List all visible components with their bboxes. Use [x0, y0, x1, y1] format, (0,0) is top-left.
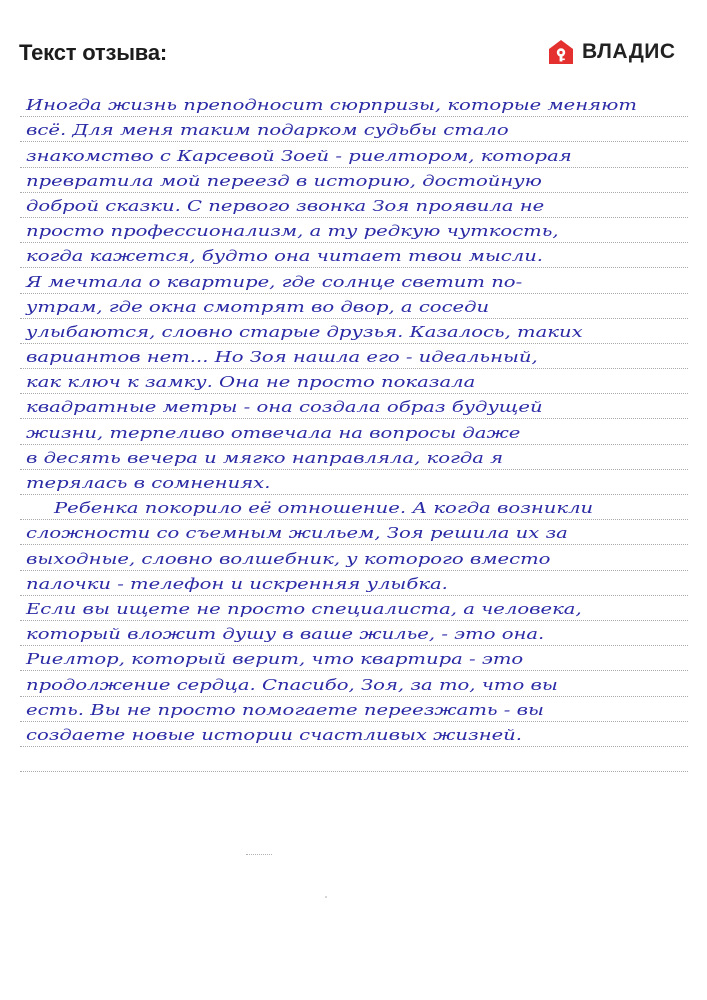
paper-speck [325, 896, 327, 898]
handwritten-review [20, 92, 688, 898]
ruled-line [20, 394, 688, 419]
brand-name: ВЛАДИС [582, 40, 676, 63]
handwritten-line: Если вы ищете не просто специалиста, а человека, [26, 601, 582, 618]
ruled-line [20, 545, 688, 570]
handwritten-line: доброй сказки. С первого звонка Зоя проявила не [26, 198, 545, 215]
page-title: Текст отзыва: [19, 40, 168, 65]
ruled-line [20, 747, 688, 772]
handwritten-line: палочки - телефон и искренняя улыбка. [26, 576, 448, 593]
handwritten-line: утрам, где окна смотрят во двор, а соседи [26, 299, 490, 316]
handwritten-line: вариантов нет... Но Зоя нашла его - идеальный, [26, 350, 538, 367]
ruled-line [20, 419, 688, 444]
handwritten-line: квадратные метры - она создала образ будущей [26, 400, 543, 417]
handwritten-line: Ребенка покорило её отношение. А когда возникли [54, 501, 594, 518]
handwritten-line: создаете новые истории счастливых жизней. [26, 727, 523, 744]
handwritten-line: улыбаются, словно старые друзья. Казалось, таких [26, 324, 583, 341]
ruled-line [20, 142, 688, 167]
ruled-line [20, 369, 688, 394]
ruled-line [20, 344, 688, 369]
handwritten-line: всё. Для меня таким подарком судьбы стало [26, 123, 509, 140]
ruled-line [20, 495, 688, 520]
ruled-line [20, 520, 688, 545]
handwritten-line: когда кажется, будто она читает твои мысли. [26, 249, 544, 266]
ruled-line [20, 243, 688, 268]
handwritten-line: Иногда жизнь преподносит сюрпризы, которые меняют [26, 98, 637, 115]
ruled-line [20, 92, 688, 117]
ruled-line [20, 848, 688, 873]
handwritten-line: выходные, словно волшебник, у которого вместо [26, 551, 551, 568]
ruled-line [20, 822, 688, 847]
handwritten-line: знакомство с Карсевой Зоей - риелтором, которая [26, 148, 572, 165]
handwritten-line: как ключ к замку. Она не просто показала [26, 375, 476, 392]
handwritten-line: терялась в сомнениях. [26, 476, 271, 492]
ruled-line [20, 470, 688, 495]
handwritten-line: Риелтор, который верит, что квартира - это [26, 652, 524, 669]
house-key-icon [548, 39, 574, 65]
handwritten-line: просто профессионализм, а ту редкую чуткость, [26, 224, 559, 241]
ruled-line [20, 722, 688, 747]
ruled-line [20, 646, 688, 671]
ruled-line [20, 621, 688, 646]
handwritten-line: продолжение сердца. Спасибо, Зоя, за то, что вы [26, 677, 558, 694]
ruled-line [20, 671, 688, 696]
handwritten-line: превратила мой переезд в историю, достойную [26, 173, 542, 190]
divider [246, 854, 272, 855]
handwritten-line: жизни, терпеливо отвечала на вопросы даже [26, 425, 521, 442]
handwritten-line: который вложит душу в ваше жилье, - это она. [26, 627, 545, 644]
ruled-line [20, 873, 688, 898]
ruled-line [20, 571, 688, 596]
ruled-line [20, 772, 688, 797]
ruled-line [20, 294, 688, 319]
handwritten-line: сложности со съемным жильем, Зоя решила их за [26, 526, 568, 543]
ruled-line [20, 596, 688, 621]
ruled-line [20, 268, 688, 293]
handwritten-line: есть. Вы не просто помогаете переезжать - вы [26, 702, 544, 719]
ruled-line [20, 797, 688, 822]
ruled-line [20, 697, 688, 722]
ruled-line [20, 168, 688, 193]
handwritten-line: в десять вечера и мягко направляла, когда я [26, 450, 504, 467]
ruled-line [20, 319, 688, 344]
ruled-line [20, 218, 688, 243]
brand-logo [548, 38, 676, 66]
ruled-line [20, 193, 688, 218]
ruled-line [20, 445, 688, 470]
handwritten-line: Я мечтала о квартире, где солнце светит по- [26, 274, 523, 291]
ruled-line [20, 117, 688, 142]
